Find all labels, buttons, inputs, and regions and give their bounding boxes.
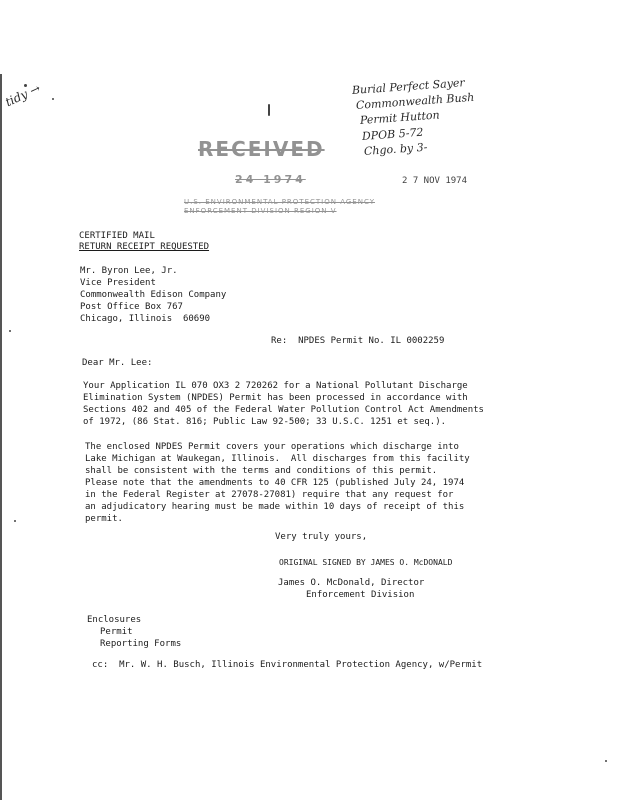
handwritten-note-line: Burial Perfect Sayer (351, 76, 466, 97)
signer-name: James O. McDonald, Director (278, 578, 425, 588)
office-stamp-line: ENFORCEMENT DIVISION REGION V (184, 207, 337, 215)
return-receipt: RETURN RECEIPT REQUESTED (79, 242, 210, 252)
enclosure-item: Reporting Forms (100, 639, 182, 649)
recipient-line: Commonwealth Edison Company (80, 290, 227, 300)
office-stamp-line: U.S. ENVIRONMENTAL PROTECTION AGENCY (184, 198, 375, 206)
body-line: of 1972, (86 Stat. 816; Public Law 92-500; 33 U.S.C. 1251 et seq.). (83, 417, 447, 427)
handwritten-note-line: Permit Hutton (359, 108, 441, 127)
body-line: an adjudicatory hearing must be made within 10 days of receipt of this (85, 502, 465, 512)
mail-type: CERTIFIED MAIL (79, 231, 155, 241)
scan-speck (605, 760, 607, 762)
body-line: Elimination System (NPDES) Permit has been processed in accordance with (83, 393, 468, 403)
scan-speck (14, 520, 16, 522)
original-signed: ORIGINAL SIGNED BY JAMES O. McDONALD (279, 558, 453, 567)
received-stamp: RECEIVED (198, 137, 325, 161)
closing: Very truly yours, (275, 532, 368, 542)
handwritten-note-line: DPOB 5-72 (361, 125, 424, 143)
scan-speck (52, 98, 54, 100)
recipient-line: Vice President (80, 278, 156, 288)
signer-division: Enforcement Division (306, 590, 415, 600)
salutation: Dear Mr. Lee: (82, 358, 153, 368)
handwritten-note-left: tidy → (3, 81, 43, 110)
scan-speck (268, 104, 270, 116)
handwritten-note-line: Chgo. by 3- (363, 140, 428, 158)
scan-speck (9, 330, 11, 332)
body-line: Your Application IL 070 OX3 2 720262 for a National Pollutant Discharge (83, 381, 468, 391)
recipient-line: Post Office Box 767 (80, 302, 183, 312)
body-line: shall be consistent with the terms and conditions of this permit. (85, 466, 438, 476)
body-line: permit. (85, 514, 123, 524)
letter-date: 2 7 NOV 1974 (402, 176, 468, 186)
body-line: The enclosed NPDES Permit covers your operations which discharge into (85, 442, 459, 452)
recipient-line: Chicago, Illinois 60690 (80, 314, 211, 324)
handwritten-note-line: Commonwealth Bush (355, 90, 475, 112)
scan-edge (0, 74, 2, 800)
enclosure-item: Permit (100, 627, 133, 637)
reference-line: Re: NPDES Permit No. IL 0002259 (271, 336, 445, 346)
received-date-stamp: 24 1974 (235, 173, 306, 186)
recipient-line: Mr. Byron Lee, Jr. (80, 266, 178, 276)
office-stamp (184, 198, 375, 216)
body-line: Lake Michigan at Waukegan, Illinois. All discharges from this facility (85, 454, 470, 464)
carbon-copy: cc: Mr. W. H. Busch, Illinois Environmental Protection Agency, w/Permit (92, 660, 483, 670)
body-line: in the Federal Register at 27078-27081) require that any request for (85, 490, 454, 500)
body-line: Sections 402 and 405 of the Federal Water Pollution Control Act Amendments (83, 405, 484, 415)
body-line: Please note that the amendments to 40 CFR 125 (published July 24, 1974 (85, 478, 465, 488)
enclosures-label: Enclosures (87, 615, 142, 625)
